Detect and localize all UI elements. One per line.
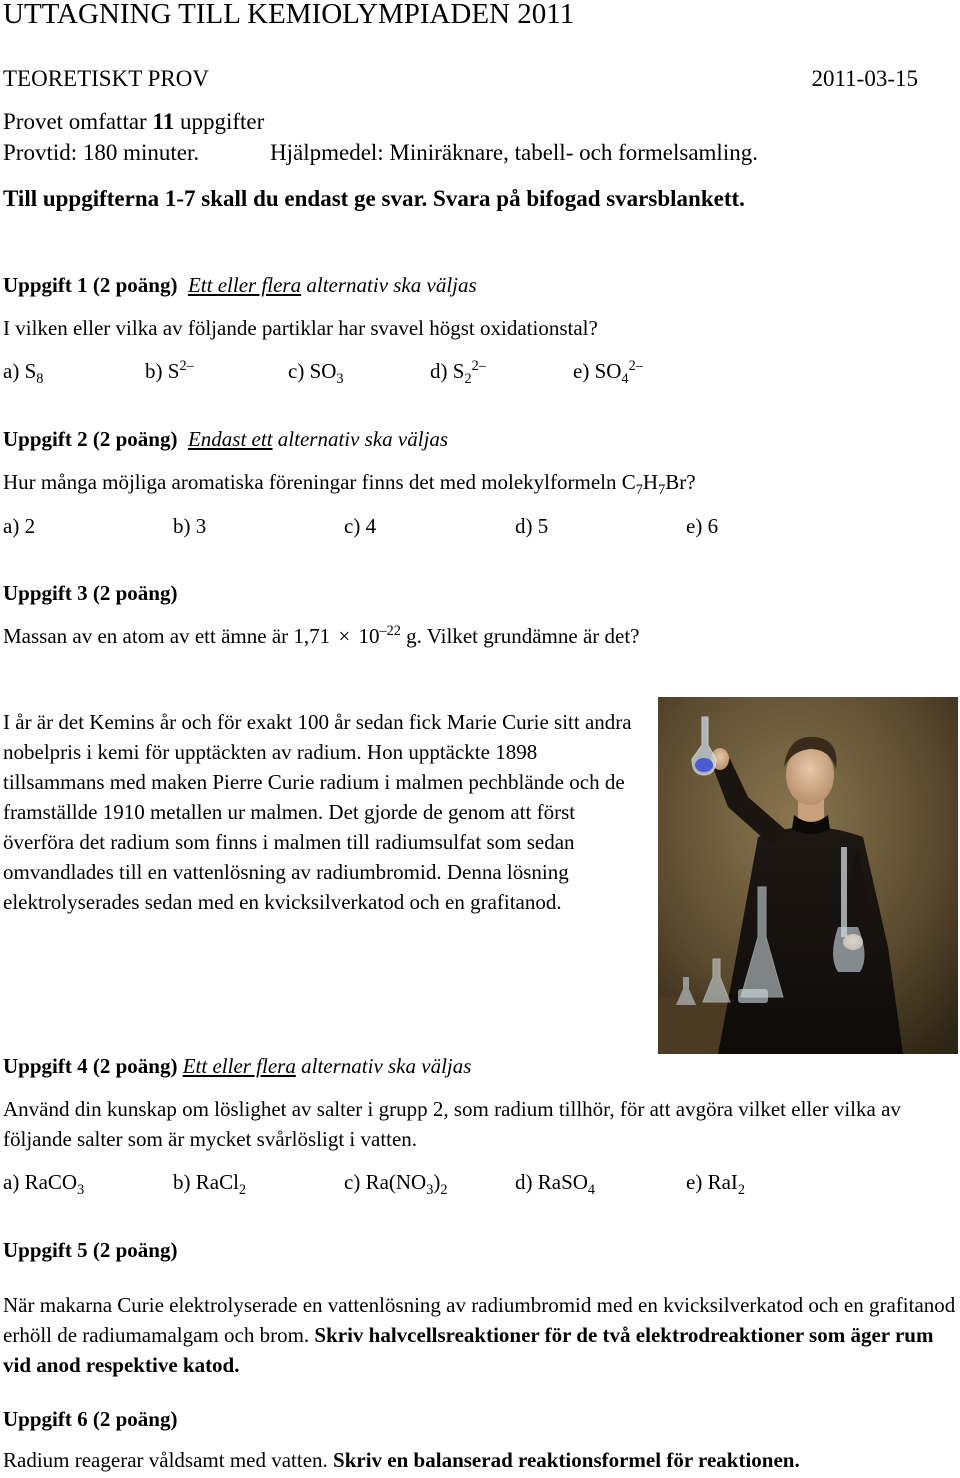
curie-paragraph: I år är det Kemins år och för exakt 100 år sedan fick Marie Curie sitt andra nobelpris i kemi för upptäckten av radium. Hon upptäckte 1898 tillsammans med maken Pierre Curie radium i malmen pechblände och de framställde 1910 metallen ur malmen. Det gjorde de genom att först överföra det radium som finns i malmen till radiumsulfat som sedan omvandlades till en vattenlösning av radiumbromid. Denna lösning elektrolyserades sedan med en kvicksilverkatod och en grafitanod. <box>3 710 632 914</box>
task-count-line: Provet omfattar 11 uppgifter <box>3 109 265 134</box>
task4-option-a: a) RaCO$_3$ <box>3 1170 85 1198</box>
exam-type: TEORETISKT PROV <box>3 66 209 91</box>
task1-heading-line: Uppgift 1 (2 poäng) Ett eller flera alternativ ska väljas <box>3 273 477 297</box>
instruction: Till uppgifterna 1-7 skall du endast ge svar. Svara på bifogad svarsblankett. <box>3 186 745 211</box>
task1-heading: Uppgift 1 (2 poäng) <box>3 273 178 297</box>
exam-aids: Hjälpmedel: Miniräknare, tabell- och formelsamling. <box>270 140 758 165</box>
task2-option-c: c) 4 <box>344 514 377 538</box>
task2-option-d: d) 5 <box>515 514 549 538</box>
task2-question: Hur många möjliga aromatiska föreningar finns det med molekylformeln $C_7H_7Br$? <box>3 470 696 498</box>
task4-option-e: e) RaI$_2$ <box>686 1170 746 1198</box>
task1-question: I vilken eller vilka av följande partiklar har svavel högst oxidationstal? <box>3 316 598 340</box>
task3-heading: Uppgift 3 (2 poäng) <box>3 581 178 605</box>
task3-question: Massan av en atom av ett ämne är $1,71 \times 10^{-22}$ g. Vilket grundämne är det? <box>3 623 640 648</box>
task5-text: När makarna Curie elektrolyserade en vattenlösning av radiumbromid med en kvicksilverkatod och en grafitanod erhöll de radiumamalgam och brom. Skriv halvcellsreaktioner för de två elektrodreaktioner som äger rum vid anod respektive katod. <box>3 1293 956 1377</box>
task4-option-b: b) RaCl$_2$ <box>173 1170 247 1198</box>
task2-option-a: a) 2 <box>3 514 36 538</box>
task1-option-d: d) $S_2^{2-}$ <box>430 358 486 387</box>
task4-option-d: d) RaSO$_4$ <box>515 1170 596 1198</box>
task2-option-e: e) 6 <box>686 514 719 538</box>
task1-option-c: c) $SO_3$ <box>288 359 344 387</box>
task2-heading: Uppgift 2 (2 poäng) <box>3 427 178 451</box>
task4-question: Använd din kunskap om löslighet av salter i grupp 2, som radium tillhör, för att avgöra vilket eller vilka av följande salter som är mycket svårlösligt i vatten. <box>3 1097 901 1151</box>
task6-heading: Uppgift 6 (2 poäng) <box>3 1407 178 1431</box>
task4-option-c: c) $Ra(NO_3)_2$ <box>344 1170 448 1198</box>
task6-text: Radium reagerar våldsamt med vatten. Skriv en balanserad reaktionsformel för reaktionen. <box>3 1448 800 1472</box>
task5-heading: Uppgift 5 (2 poäng) <box>3 1238 178 1262</box>
page-title: UTTAGNING TILL KEMIOLYMPIADEN 2011 <box>3 0 575 30</box>
exam-time: Provtid: 180 minuter. <box>3 140 200 165</box>
task2-heading-line: Uppgift 2 (2 poäng) Endast ett alternativ ska väljas <box>3 427 449 451</box>
task2-option-b: b) 3 <box>173 514 207 538</box>
task4-heading-line: Uppgift 4 (2 poäng) Ett eller flera alternativ ska väljas <box>3 1054 472 1078</box>
task1-option-e: e) $SO_4^{2-}$ <box>573 358 643 387</box>
task1-option-b: b) $S^{2-}$ <box>145 358 194 383</box>
exam-date: 2011-03-15 <box>811 66 918 91</box>
task1-option-a: a) $S_8$ <box>3 359 44 387</box>
task4-heading: Uppgift 4 (2 poäng) <box>3 1054 178 1078</box>
marie-curie-photo <box>658 697 958 1054</box>
